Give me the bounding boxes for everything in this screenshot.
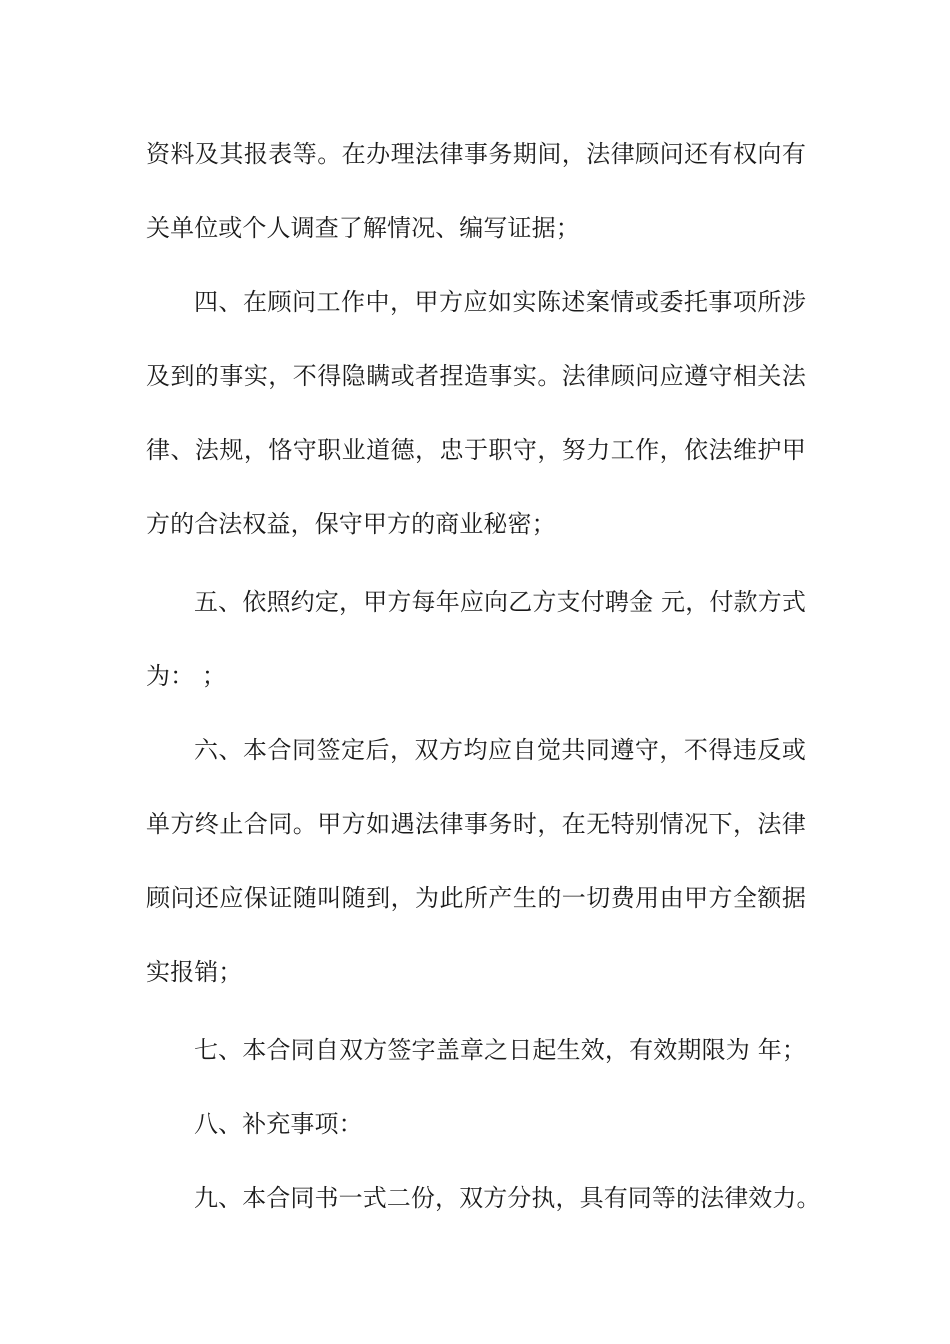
text-line: 单方终止合同。甲方如遇法律事务时，在无特别情况下，法律 <box>146 810 806 838</box>
text-line: 六、本合同签定后，双方均应自觉共同遵守，不得违反或 <box>194 736 806 764</box>
text-line: 七、本合同自双方签字盖章之日起生效，有效期限为 年； <box>194 1036 806 1064</box>
text-line: 九、本合同书一式二份，双方分执，具有同等的法律效力。 <box>194 1184 821 1212</box>
text-line: 方的合法权益，保守甲方的商业秘密； <box>146 510 556 538</box>
text-line: 及到的事实，不得隐瞒或者捏造事实。法律顾问应遵守相关法 <box>146 362 806 390</box>
text-line: 顾问还应保证随叫随到，为此所产生的一切费用由甲方全额据 <box>146 884 806 912</box>
text-line: 四、在顾问工作中，甲方应如实陈述案情或委托事项所涉 <box>194 288 806 316</box>
text-line: 为： ； <box>146 662 227 690</box>
text-line: 实报销； <box>146 958 243 986</box>
text-line: 五、依照约定，甲方每年应向乙方支付聘金 元，付款方式 <box>194 588 806 616</box>
text-line: 八、补充事项： <box>194 1110 363 1138</box>
text-line: 律、法规，恪守职业道德，忠于职守，努力工作，依法维护甲 <box>146 436 806 464</box>
text-line: 关单位或个人调查了解情况、编写证据； <box>146 214 580 242</box>
text-line: 资料及其报表等。在办理法律事务期间，法律顾问还有权向有 <box>146 140 806 168</box>
